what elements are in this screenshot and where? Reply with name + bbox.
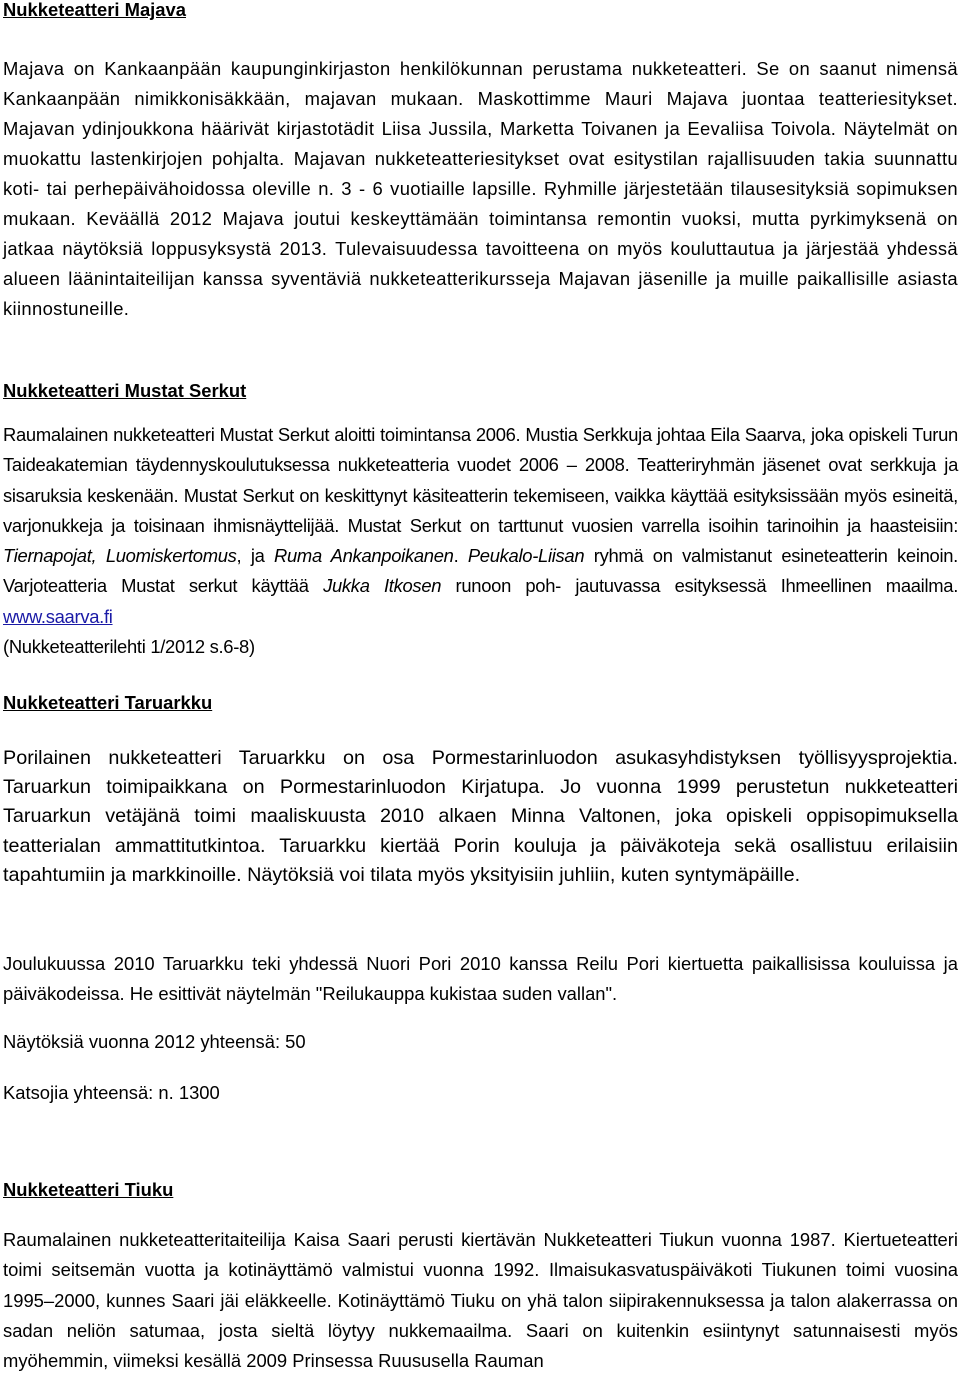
section-heading: Nukketeatteri Majava — [3, 0, 186, 20]
source-citation: (Nukketeatterilehti 1/2012 s.6-8) — [3, 636, 255, 658]
paragraph-text: Raumalainen nukketeatteri Mustat Serkut aloitti toimintansa 2006. Mustia Serkkuja johtaa Eila Saarva, joka opiskeli Turun Taideakatemian täydennyskoulutuksessa nukketeatteria vuodet 2006 – 2008. Teatteriryhmän jäsenet ovat serkkuja ja sisaruksia keskenään. Mustat Serkut on keskittynyt käsiteatterin tekemiseen, vaikka käyttää esityksissään myös esineitä, varjonukkeja ja toisinaan ihmisnäyttelijää. Mustat Serkut on tarttunut vuosien varrella isoihin tarinoihin ja haasteisiin: — [3, 424, 958, 536]
stat-line: Näytöksiä vuonna 2012 yhteensä: 50 — [3, 1031, 306, 1052]
section-paragraph — [3, 420, 958, 662]
section-heading: Nukketeatteri Taruarkku — [3, 692, 213, 713]
section-paragraph: Raumalainen nukketeatteritaiteilija Kaisa Saari perusti kiertävän Nukketeatteri Tiukun vuonna 1987. Kiertueteatteri toimi seitsemän vuotta ja kotinäyttämö valmistui vuonna 1992. Ilmaisukasvatuspäiväkoti Tiukunen toimi vuosina 1995–2000, kunnes Saari jäi eläkkeelle. Kotinäyttämö Tiuku on yhä talon siipirakennuksessa ja talon alakerrassa on sadan neliön satumaa, josta sieltä löytyy nukkemaailma. Saari on kuitenkin esiintynyt satunnaisesti myös myöhemmin, viimeksi kesällä 2009 Prinsessa Ruususella Rauman — [3, 1229, 958, 1372]
section-heading: Nukketeatteri Tiuku — [3, 1179, 174, 1200]
italic-title: Peukalo-Liisan — [467, 545, 585, 567]
italic-name: Jukka Itkosen — [323, 575, 442, 597]
italic-title: Tiernapojat, Luomiskertomus — [3, 545, 237, 567]
paragraph-text: runoon poh- jautuvassa esityksessä Ihmeellinen maailma. — [441, 575, 959, 597]
section-heading: Nukketeatteri Mustat Serkut — [3, 380, 247, 401]
stat-line: Katsojia yhteensä: n. 1300 — [3, 1082, 220, 1103]
paragraph-text: . — [453, 545, 468, 567]
website-link[interactable]: www.saarva.fi — [3, 605, 113, 627]
paragraph-text: , ja — [236, 545, 275, 567]
paragraph-text: ryhmä on valmistanut esineteatterin keinoin. Varjoteatteria Mustat serkut käyttää — [3, 545, 958, 597]
italic-title: Ruma Ankanpoikanen — [274, 545, 454, 567]
section-paragraph: Majava on Kankaanpään kaupunginkirjaston henkilökunnan perustama nukketeatteri. Se on saanut nimensä Kankaanpään nimikkonisäkkään, majavan mukaan. Maskottimme Mauri Majava juontaa teatteriesitykset. Majavan ydinjoukkona häärivät kirjastotädit Liisa Jussila, Marketta Toivanen ja Eevaliisa Toivola. Näytelmät on muokattu lastenkirjojen pohjalta. Majavan nukketeatteriesitykset ovat esitystilan rajallisuuden takia suunnattu koti- tai perhepäivähoidossa oleville n. 3 - 6 vuotiaille lapsille. Ryhmille järjestetään tilausesityksiä sopimuksen mukaan. Keväällä 2012 Majava joutui keskeyttämään toimintansa remontin vuoksi, mutta pyrkimyksenä on jatkaa näytöksiä loppusyksystä 2013. Tulevaisuudessa tavoitteena on myös kouluttautua ja järjestää yhdessä alueen läänintaiteilijan kanssa syventäviä nukketeatterikursseja Majavan jäsenille ja muille paikallisille asiasta kiinnostuneille. — [3, 58, 958, 319]
section-paragraph: Porilainen nukketeatteri Taruarkku on osa Pormestarinluodon asukasyhdistyksen työllisyysprojektia. Taruarkun toimipaikkana on Pormestarinluodon Kirjatupa. Jo vuonna 1999 perustetun nukketeatteri Taruarkun vetäjänä toimi maaliskuusta 2010 alkaen Minna Valtonen, joka opiskeli oppisopimuksella teatterialan ammattitutkintoa. Taruarkku kiertää Porin kouluja ja päiväkoteja sekä osallistuu erilaisiin tapahtumiin ja markkinoille. Näytöksiä voi tilata myös yksityisiin juhliin, kuten syntymäpäille. — [3, 747, 958, 886]
section-paragraph: Joulukuussa 2010 Taruarkku teki yhdessä Nuori Pori 2010 kanssa Reilu Pori kiertuetta paikallisissa kouluissa ja päiväkodeissa. He esittivät näytelmän "Reilukauppa kukistaa suden vallan". — [3, 953, 958, 1005]
